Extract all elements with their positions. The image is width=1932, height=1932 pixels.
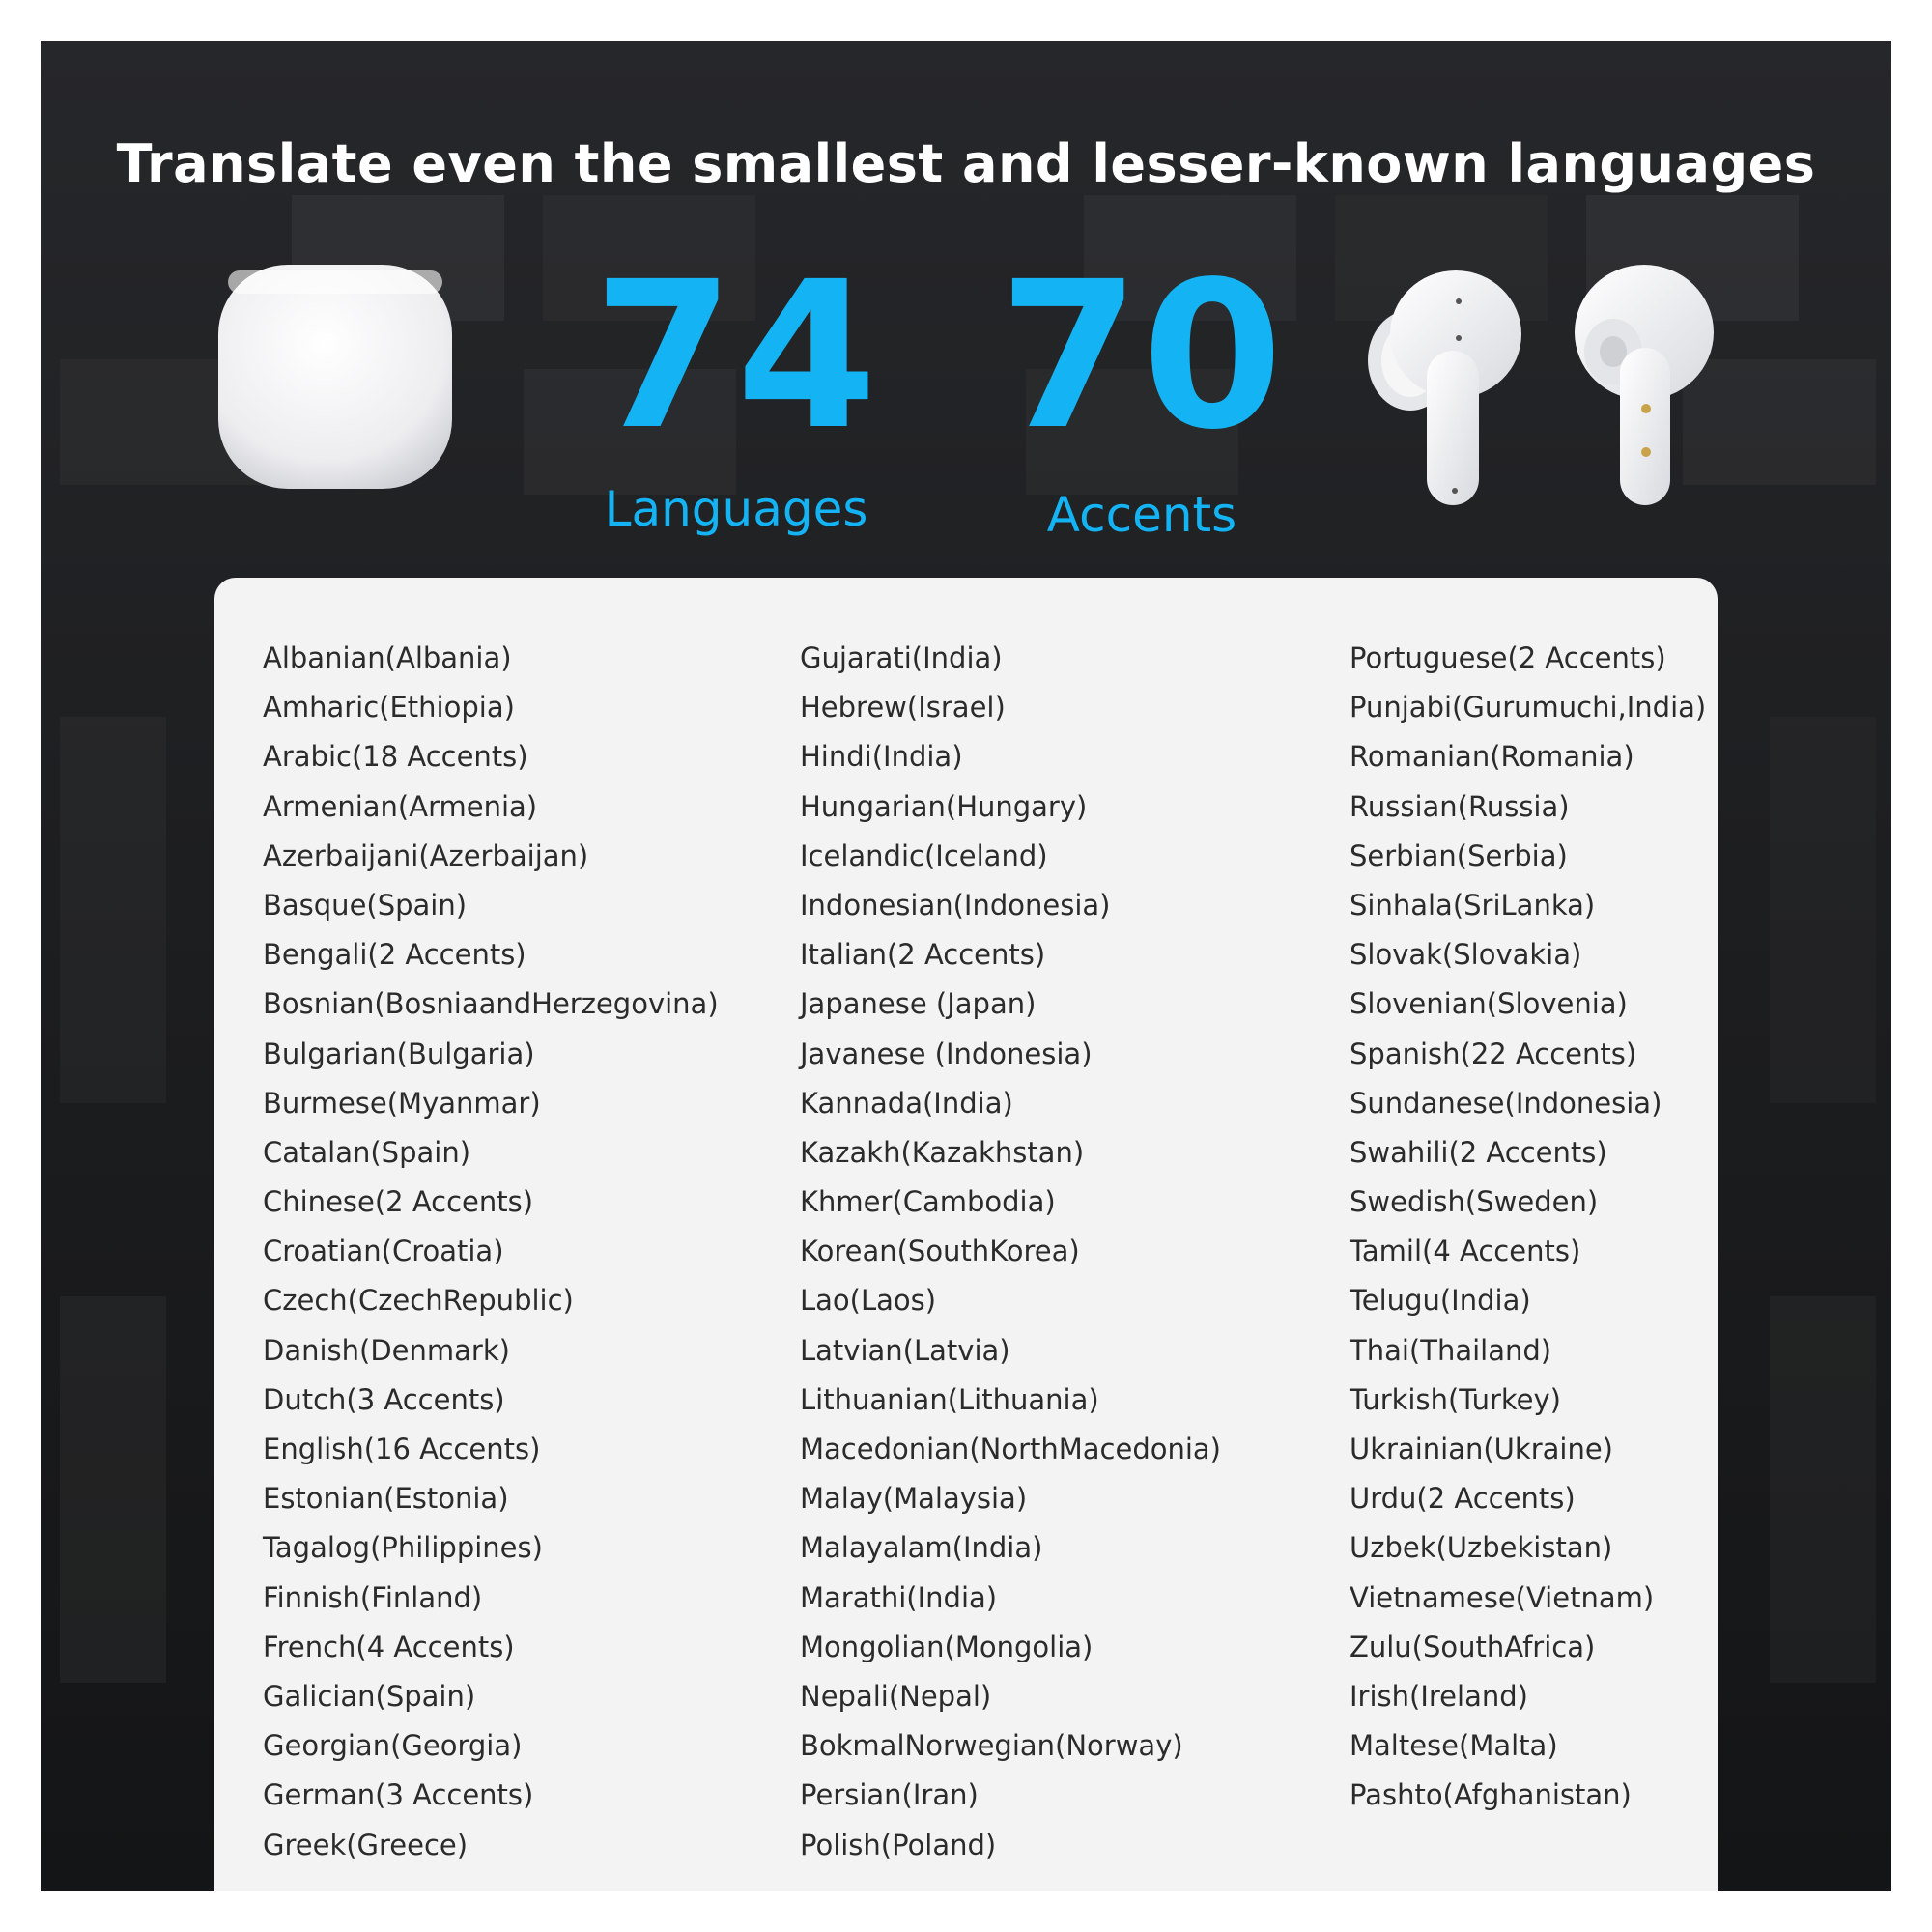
language-item: Danish(Denmark) — [263, 1333, 510, 1367]
language-item: Catalan(Spain) — [263, 1135, 471, 1169]
language-item: Irish(Ireland) — [1350, 1679, 1528, 1713]
language-item: Marathi(India) — [800, 1580, 998, 1614]
language-item: Portuguese(2 Accents) — [1350, 641, 1666, 674]
headline: Translate even the smallest and lesser-known languages — [116, 133, 1816, 194]
languages-count: 74 — [592, 238, 880, 474]
language-item: Swahili(2 Accents) — [1350, 1135, 1607, 1169]
language-item: Tamil(4 Accents) — [1350, 1235, 1581, 1268]
language-item: Bengali(2 Accents) — [263, 938, 526, 972]
product-poster — [41, 41, 1891, 1891]
languages-stat — [582, 238, 891, 537]
charging-case-icon — [214, 261, 456, 493]
language-item: Slovak(Slovakia) — [1350, 938, 1582, 972]
language-item: English(16 Accents) — [263, 1433, 541, 1465]
language-item: Hungarian(Hungary) — [800, 789, 1088, 823]
language-item: Telugu(India) — [1350, 1284, 1531, 1318]
language-item: Kazakh(Kazakhstan) — [800, 1135, 1085, 1169]
language-item: Khmer(Cambodia) — [800, 1185, 1056, 1219]
language-item: Mongolian(Mongolia) — [800, 1630, 1094, 1663]
language-item: Lithuanian(Lithuania) — [800, 1382, 1099, 1416]
language-item: BokmalNorwegian(Norway) — [800, 1729, 1183, 1763]
language-item: Czech(CzechRepublic) — [263, 1284, 574, 1318]
language-item: Slovenian(Slovenia) — [1350, 987, 1628, 1021]
language-item: Albanian(Albania) — [263, 641, 512, 674]
language-item: Javanese (Indonesia) — [800, 1037, 1093, 1070]
language-item: Azerbaijani(Azerbaijan) — [263, 838, 589, 872]
language-item: Malayalam(India) — [800, 1531, 1043, 1565]
language-item: Estonian(Estonia) — [263, 1482, 509, 1516]
language-item: Polish(Poland) — [800, 1828, 997, 1861]
language-item: French(4 Accents) — [263, 1630, 515, 1663]
language-item: Swedish(Sweden) — [1350, 1185, 1599, 1219]
language-item: Arabic(18 Accents) — [263, 740, 528, 774]
language-item: Nepali(Nepal) — [800, 1679, 992, 1713]
language-item: Lao(Laos) — [800, 1284, 937, 1318]
language-item: Georgian(Georgia) — [263, 1729, 523, 1763]
language-item: Finnish(Finland) — [263, 1580, 483, 1614]
language-item: German(3 Accents) — [263, 1778, 534, 1812]
language-item: Punjabi(Gurumuchi,India) — [1350, 691, 1707, 724]
language-item: Malay(Malaysia) — [800, 1482, 1028, 1516]
language-item: Sinhala(SriLanka) — [1350, 888, 1596, 922]
language-item: Icelandic(Iceland) — [800, 838, 1048, 872]
language-item: Hindi(India) — [800, 740, 963, 774]
language-item: Latvian(Latvia) — [800, 1333, 1010, 1367]
language-item: Macedonian(NorthMacedonia) — [800, 1433, 1221, 1465]
language-item: Romanian(Romania) — [1350, 740, 1634, 774]
language-item: Uzbek(Uzbekistan) — [1350, 1531, 1613, 1565]
language-item: Maltese(Malta) — [1350, 1729, 1558, 1763]
language-column-2 — [800, 634, 1221, 1870]
language-item: Italian(2 Accents) — [800, 938, 1046, 972]
language-item: Hebrew(Israel) — [800, 691, 1006, 724]
language-item: Zulu(SouthAfrica) — [1350, 1630, 1596, 1663]
language-item: Amharic(Ethiopia) — [263, 691, 515, 724]
language-item: Russian(Russia) — [1350, 789, 1570, 823]
language-item: Croatian(Croatia) — [263, 1235, 504, 1268]
language-item: Indonesian(Indonesia) — [800, 888, 1111, 922]
language-item: Bulgarian(Bulgaria) — [263, 1037, 535, 1070]
language-item: Japanese (Japan) — [800, 987, 1037, 1021]
language-item: Tagalog(Philippines) — [263, 1531, 543, 1565]
language-item: Bosnian(BosniaandHerzegovina) — [263, 987, 719, 1021]
language-item: Pashto(Afghanistan) — [1350, 1778, 1632, 1812]
accents-label: Accents — [1046, 487, 1237, 543]
language-column-3 — [1350, 634, 1706, 1821]
language-item: Armenian(Armenia) — [263, 789, 538, 823]
language-item: Korean(SouthKorea) — [800, 1235, 1080, 1268]
language-item: Ukrainian(Ukraine) — [1350, 1433, 1613, 1465]
language-item: Spanish(22 Accents) — [1350, 1037, 1637, 1070]
language-item: Kannada(India) — [800, 1086, 1013, 1120]
language-column-1 — [263, 634, 719, 1870]
language-item: Serbian(Serbia) — [1350, 838, 1568, 872]
language-item: Basque(Spain) — [263, 888, 468, 922]
languages-label: Languages — [604, 481, 868, 537]
language-item: Burmese(Myanmar) — [263, 1086, 541, 1120]
language-item: Thai(Thailand) — [1350, 1333, 1552, 1367]
language-item: Vietnamese(Vietnam) — [1350, 1580, 1655, 1614]
language-item: Gujarati(India) — [800, 641, 1003, 674]
language-list-card — [214, 578, 1718, 1891]
language-item: Turkish(Turkey) — [1350, 1382, 1561, 1416]
language-item: Sundanese(Indonesia) — [1350, 1086, 1662, 1120]
accents-stat — [997, 238, 1287, 543]
language-item: Dutch(3 Accents) — [263, 1382, 505, 1416]
accents-count: 70 — [998, 238, 1286, 474]
language-item: Chinese(2 Accents) — [263, 1185, 534, 1219]
earbuds-icon — [1364, 259, 1721, 510]
language-item: Persian(Iran) — [800, 1778, 979, 1812]
language-item: Galician(Spain) — [263, 1679, 476, 1713]
language-item: Greek(Greece) — [263, 1828, 469, 1861]
language-item: Urdu(2 Accents) — [1350, 1482, 1576, 1516]
